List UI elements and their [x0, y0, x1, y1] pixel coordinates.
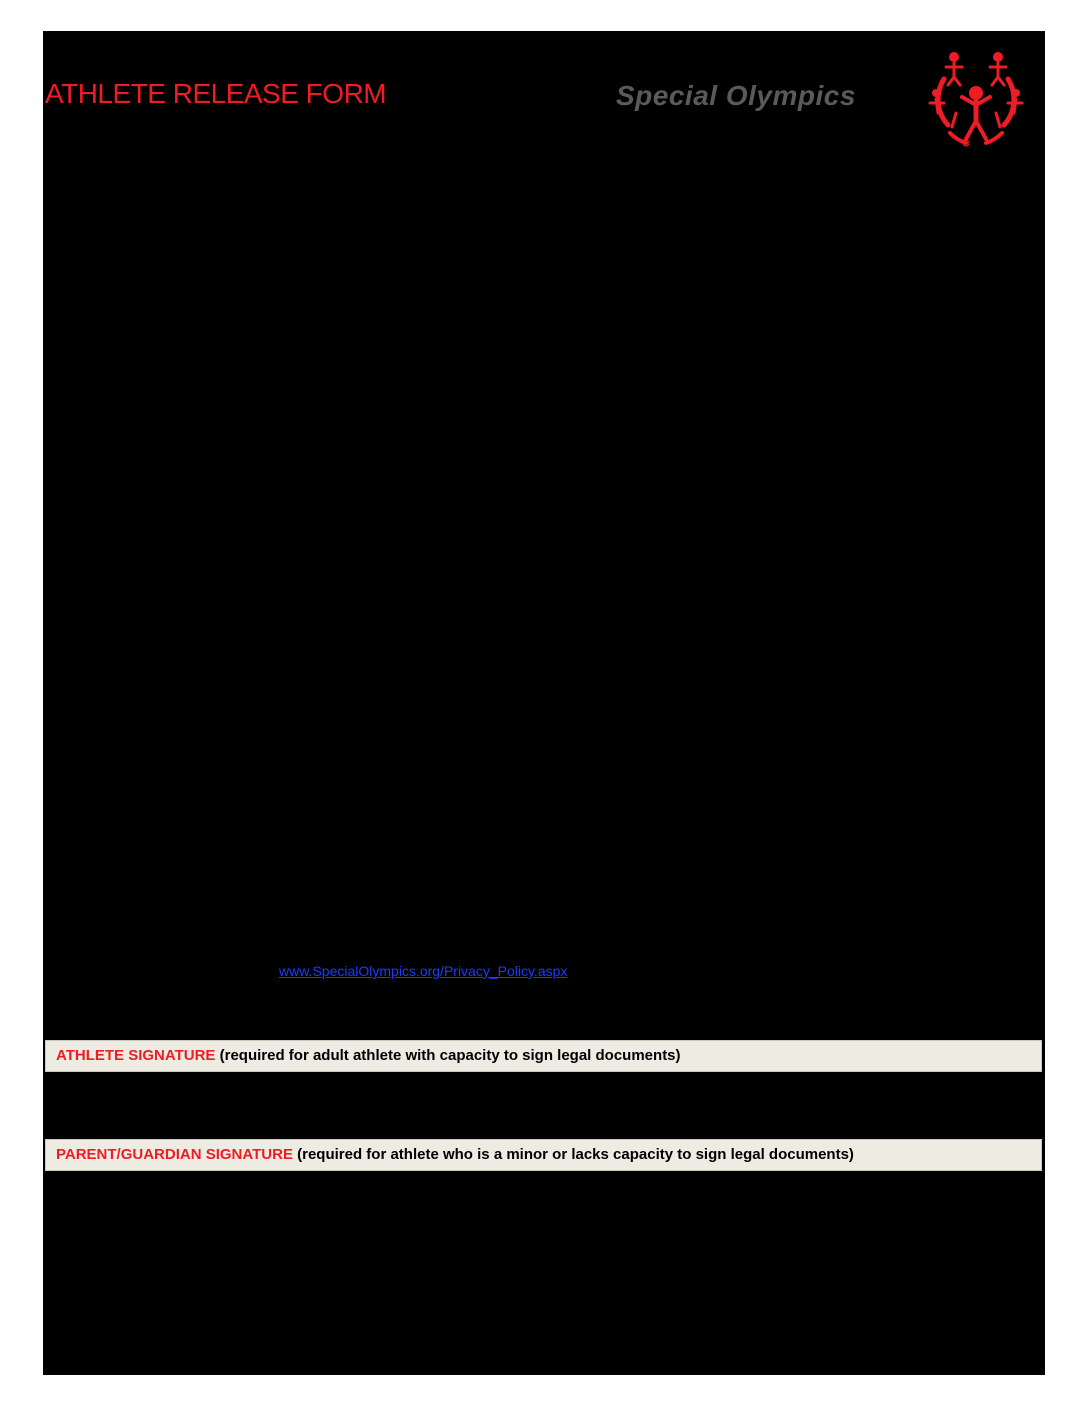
- special-olympics-logo-icon: [926, 47, 1026, 151]
- athlete-signature-label: ATHLETE SIGNATURE: [56, 1047, 216, 1064]
- form-title: ATHLETE RELEASE FORM: [45, 78, 387, 109]
- privacy-policy-link[interactable]: www.SpecialOlympics.org/Privacy_Policy.aspx: [279, 963, 568, 979]
- parent-signature-label: PARENT/GUARDIAN SIGNATURE: [56, 1146, 293, 1163]
- brand-wordmark: Special Olympics: [616, 80, 856, 111]
- athlete-signature-note: (required for adult athlete with capacity to sign legal documents): [219, 1047, 681, 1064]
- redacted-form-body: [43, 31, 1045, 1375]
- athlete-signature-header: [45, 1040, 1042, 1072]
- parent-signature-note: (required for athlete who is a minor or lacks capacity to sign legal documents): [297, 1146, 854, 1163]
- parent-signature-header: [45, 1139, 1042, 1171]
